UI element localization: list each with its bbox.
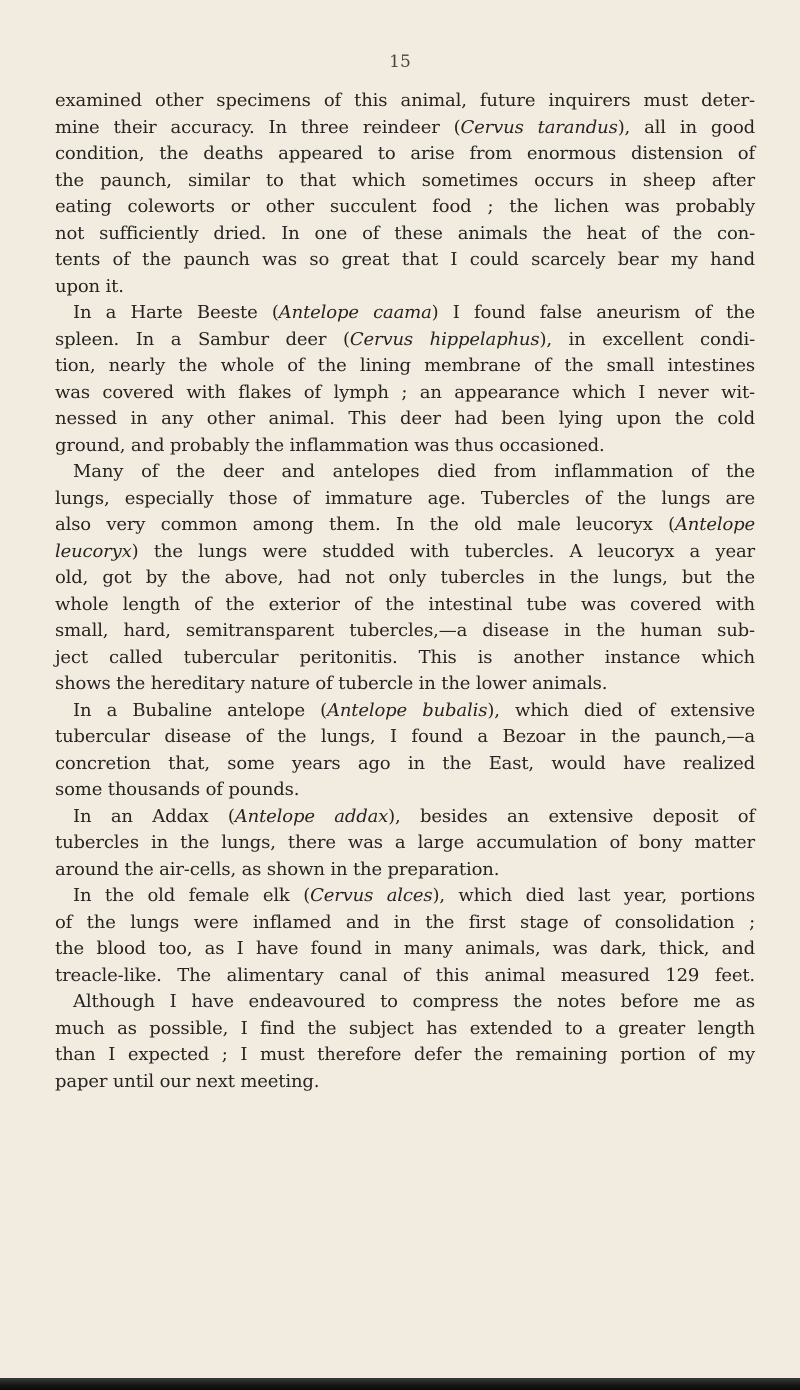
- text-line: Many of the deer and antelopes died from inflammation of the: [73, 461, 755, 482]
- text-line: shows the hereditary nature of tubercle in the lower animals.: [55, 673, 608, 694]
- page-number: 15: [389, 52, 411, 72]
- text-line: Although I have endeavoured to compress the notes before me as: [73, 991, 755, 1012]
- text-line: tubercular disease of the lungs, I found a Bezoar in the paunch,—a: [55, 726, 755, 747]
- text-line: In a Bubaline antelope (Antelope bubalis), which died of extensive: [73, 699, 755, 721]
- text-line: small, hard, semitransparent tubercles,—a disease in the human sub-: [55, 620, 755, 641]
- text-line: tubercles in the lungs, there was a large accumulation of bony matter: [55, 832, 755, 853]
- text-line: around the air-cells, as shown in the preparation.: [55, 858, 500, 880]
- text-line: leucoryx) the lungs were studded with tubercles. A leucoryx a year: [55, 540, 755, 562]
- text-line: lungs, especially those of immature age. Tubercles of the lungs are: [55, 487, 755, 509]
- text-line: examined other specimens of this animal, future inquirers must deter-: [55, 90, 755, 111]
- text-line: of the lungs were inflamed and in the first stage of consolidation ;: [55, 911, 755, 933]
- text-line: was covered with flakes of lymph ; an appearance which I never wit-: [55, 381, 755, 403]
- text-line: whole length of the exterior of the intestinal tube was covered with: [55, 593, 755, 615]
- text-line: In a Harte Beeste (Antelope caama) I found false aneurism of the: [73, 302, 755, 323]
- text-line: the blood too, as I have found in many animals, was dark, thick, and: [55, 938, 755, 959]
- text-line: nessed in any other animal. This deer had been lying upon the cold: [55, 408, 755, 429]
- text-line: spleen. In a Sambur deer (Cervus hippelaphus), in excellent condi-: [55, 328, 755, 350]
- text-line: concretion that, some years ago in the East, would have realized: [55, 752, 755, 774]
- text-line: paper until our next meeting.: [55, 1070, 320, 1092]
- text-line: also very common among them. In the old male leucoryx (Antelope: [55, 514, 755, 535]
- text-line: condition, the deaths appeared to arise from enormous distension of: [55, 143, 755, 164]
- text-line: much as possible, I find the subject has extended to a greater length: [55, 1017, 755, 1039]
- text-line: tion, nearly the whole of the lining membrane of the small intestines: [55, 355, 755, 376]
- text-line: some thousands of pounds.: [55, 779, 300, 800]
- page-bottom-edge: [0, 1378, 800, 1390]
- text-line: not sufficiently dried. In one of these animals the heat of the con-: [55, 222, 755, 244]
- body-text: [55, 88, 755, 1095]
- text-line: upon it.: [55, 275, 124, 297]
- text-line: In the old female elk (Cervus alces), which died last year, portions: [73, 885, 755, 906]
- text-line: old, got by the above, had not only tubercles in the lungs, but the: [55, 567, 755, 588]
- text-line: the paunch, similar to that which sometimes occurs in sheep after: [55, 169, 755, 191]
- text-line: ject called tubercular peritonitis. This is another instance which: [55, 646, 755, 668]
- text-line: ground, and probably the inflammation was thus occasioned.: [55, 434, 605, 456]
- text-line: mine their accuracy. In three reindeer (Cervus tarandus), all in good: [55, 116, 756, 138]
- text-line: tents of the paunch was so great that I could scarcely bear my hand: [55, 249, 755, 270]
- text-line: eating coleworts or other succulent food ; the lichen was probably: [55, 196, 755, 217]
- text-line: In an Addax (Antelope addax), besides an extensive deposit of: [73, 805, 755, 827]
- text-line: than I expected ; I must therefore defer the remaining portion of my: [55, 1044, 755, 1065]
- text-line: treacle-like. The alimentary canal of this animal measured 129 feet.: [55, 964, 755, 986]
